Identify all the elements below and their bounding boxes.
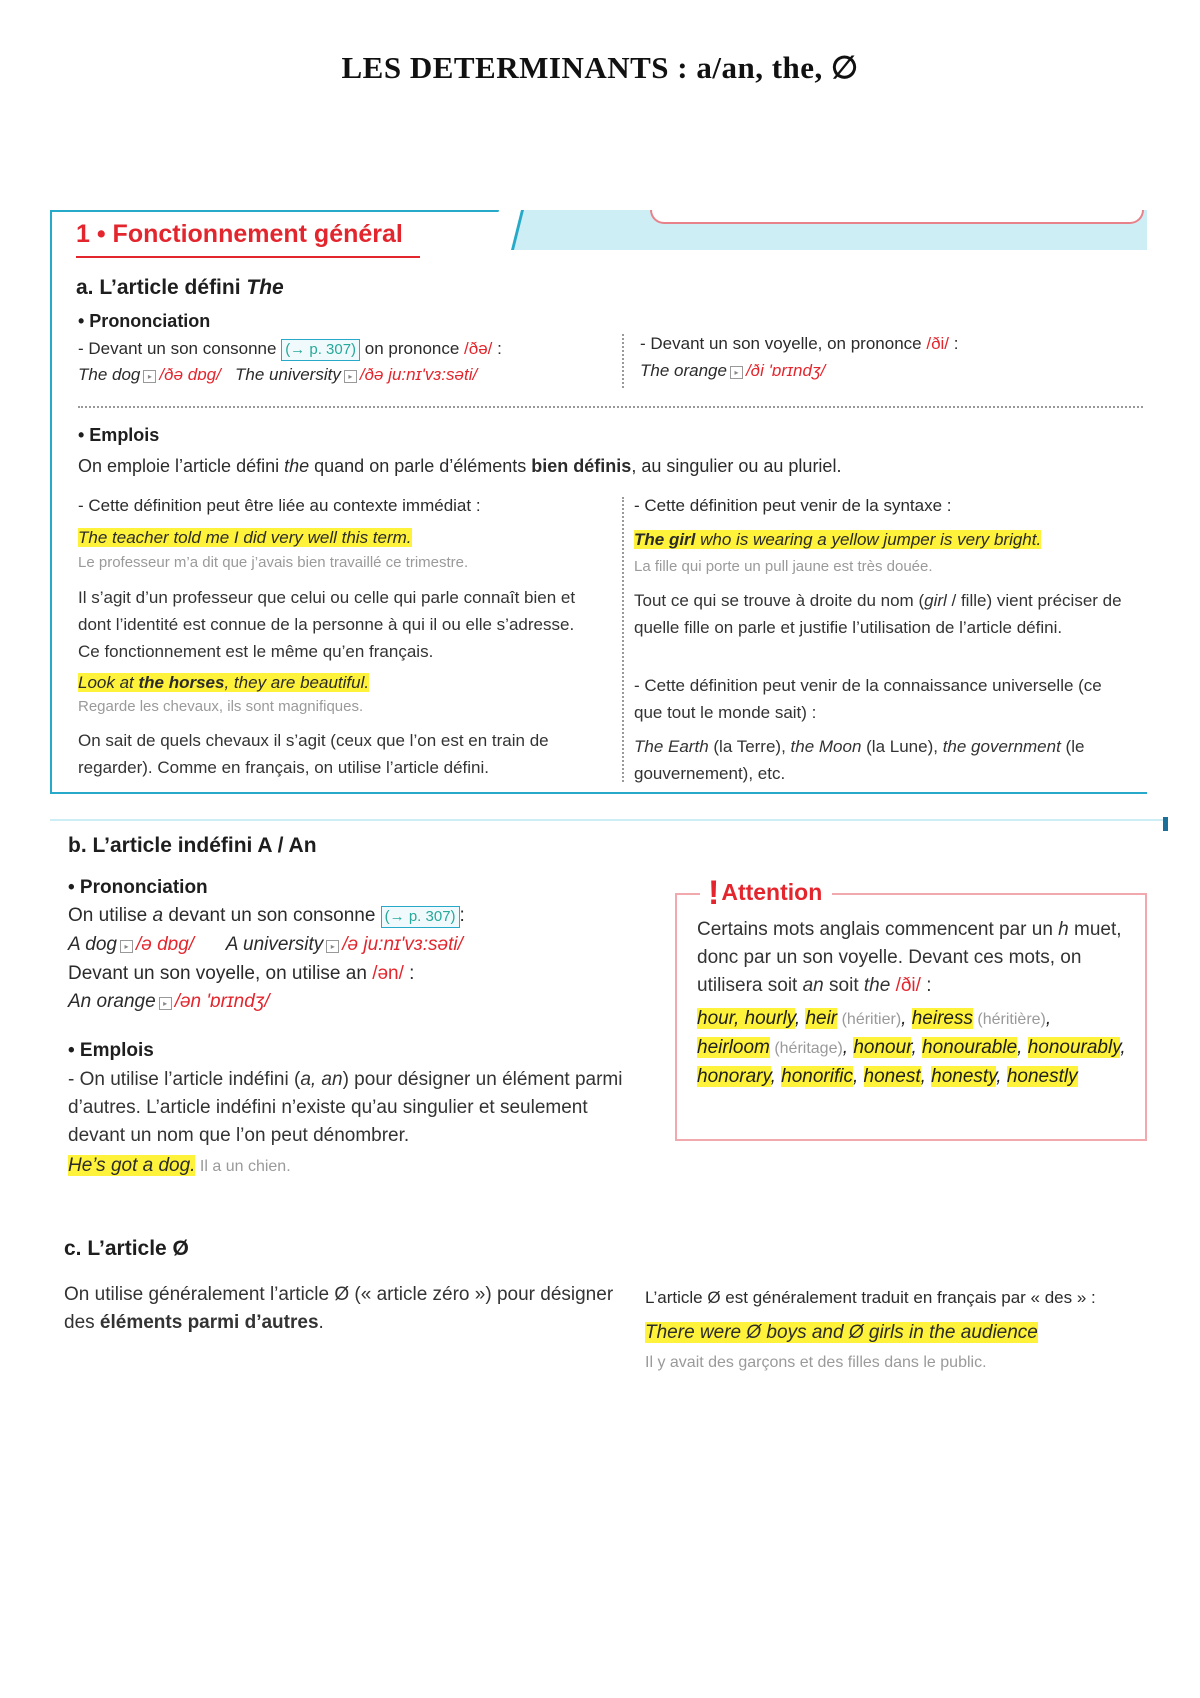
pron-consonant-line: - Devant un son consonne (→ p. 307) on prononce /ðə/ : — [78, 338, 502, 361]
translation-audience: Il y avait des garçons et des filles dans le public. — [645, 1354, 987, 1371]
audio-icon[interactable]: ▸ — [344, 370, 357, 383]
section-b-marker — [1163, 817, 1168, 831]
indefinite-vowel-line: Devant un son voyelle, on utilise an /ən/ : — [68, 963, 415, 984]
example-dog: He’s got a dog. Il a un chien. — [68, 1155, 291, 1176]
bullet-uses-b: • Emplois — [68, 1040, 154, 1061]
heading-zero-article: c. L’article Ø — [64, 1237, 189, 1260]
syntax-definition: - Cette définition peut venir de la syntaxe : — [634, 496, 952, 515]
example-audience: There were Ø boys and Ø girls in the audience — [645, 1322, 1038, 1343]
audio-icon[interactable]: ▸ — [143, 370, 156, 383]
silent-h-word-list: hour, hourly, heir (héritier), heiress (héritière), heirloom (héritage), honour, honourable, honourably, honorary, honorific, honest, honesty, honestly — [697, 1008, 1126, 1087]
audio-icon[interactable]: ▸ — [730, 366, 743, 379]
page-reference-link[interactable]: (→ p. 307) — [381, 906, 460, 928]
bullet-pronunciation-b: • Prononciation — [68, 877, 208, 898]
column-divider — [622, 334, 624, 388]
section-1-band-tab — [650, 210, 1144, 224]
column-divider — [622, 497, 624, 782]
indefinite-consonant-line: On utilise a devant un son consonne (→ p. 307) : — [68, 905, 465, 926]
attention-header: !Attention — [700, 874, 832, 914]
pron-consonant-examples: The dog ▸ /ðə dɒg/ The university ▸ /ðə ju:nɪ'vɜ:səti/ — [78, 365, 478, 384]
section-divider — [78, 406, 1143, 408]
universal-definition: - Cette définition peut venir de la connaissance universelle (ce que tout le monde sait) : — [634, 676, 1102, 722]
example-teacher: The teacher told me I did very well this term. — [78, 528, 412, 547]
translation-girl: La fille qui porte un pull jaune est très douée. — [634, 558, 933, 575]
example-horses: Look at the horses, they are beautiful. — [78, 673, 370, 692]
bullet-uses-a: • Emplois — [78, 425, 160, 445]
zero-article-text: On utilise généralement l’article Ø (« article zéro ») pour désigner des éléments parmi d’autres. — [64, 1284, 614, 1333]
attention-text: Certains mots anglais commencent par un h muet, donc par un son voyelle. Devant ces mots, on utilisera soit an soit the /ði/ : — [697, 919, 1122, 996]
exclamation-icon: ! — [708, 874, 720, 912]
audio-icon[interactable]: ▸ — [120, 940, 133, 953]
example-girl: The girl who is wearing a yellow jumper is very bright. — [634, 530, 1042, 549]
pron-vowel-line: - Devant un son voyelle, on prononce /ði/ : — [640, 334, 959, 353]
universal-examples: The Earth (la Terre), the Moon (la Lune), the government (le gouvernement), etc. — [634, 737, 1085, 783]
explanation-horses: On sait de quels chevaux il s’agit (ceux que l’on est en train de regarder). Comme en français, on utilise l’article défini. — [78, 731, 549, 777]
explanation-teacher: Il s’agit d’un professeur que celui ou celle qui parle connaît bien et dont l’identité est connue de la personne à qui il ou elle s’adresse. Ce fonctionnement est le même qu’en français. — [78, 588, 576, 661]
indefinite-uses-text: - On utilise l’article indéfini (a, an) pour désigner un élément parmi d’autres. L’article indéfini n’existe qu’au singulier et seulement devant un nom que l’on peut dénombrer. — [68, 1069, 623, 1146]
audio-icon[interactable]: ▸ — [159, 997, 172, 1010]
translation-horses: Regarde les chevaux, ils sont magnifiques. — [78, 698, 364, 715]
section-1-title-underline — [76, 256, 420, 258]
pron-vowel-example: The orange ▸ /ði 'ɒrɪndʒ/ — [640, 361, 826, 380]
translation-teacher: Le professeur m’a dit que j’avais bien travaillé ce trimestre. — [78, 554, 469, 571]
section-1-title: 1 • Fonctionnement général — [76, 220, 403, 248]
bullet-pronunciation-a: • Prononciation — [78, 311, 211, 331]
page-reference-link[interactable]: (→ p. 307) — [281, 339, 360, 361]
audio-icon[interactable]: ▸ — [326, 940, 339, 953]
page-title: LES DETERMINANTS : a/an, the, ∅ — [341, 50, 859, 85]
uses-intro: On emploie l’article défini the quand on parle d’éléments bien définis, au singulier ou au pluriel. — [78, 456, 842, 476]
heading-definite-article: a. L’article défini The — [76, 276, 284, 299]
section-b-divider — [50, 819, 1165, 821]
explanation-girl: Tout ce qui se trouve à droite du nom (girl / fille) vient préciser de quelle fille on parle et justifie l’utilisation de l’article défini. — [634, 591, 1122, 637]
indefinite-vowel-example: An orange ▸ /ən 'ɒrɪndʒ/ — [68, 991, 270, 1012]
context-definition: - Cette définition peut être liée au contexte immédiat : — [78, 496, 481, 515]
zero-article-translation-note: L’article Ø est généralement traduit en français par « des » : — [645, 1288, 1096, 1307]
heading-indefinite-article: b. L’article indéfini A / An — [68, 834, 317, 857]
indefinite-consonant-examples: A dog ▸ /ə dɒg/ A university ▸ /ə ju:nɪ'vɜ:səti/ — [68, 934, 463, 955]
